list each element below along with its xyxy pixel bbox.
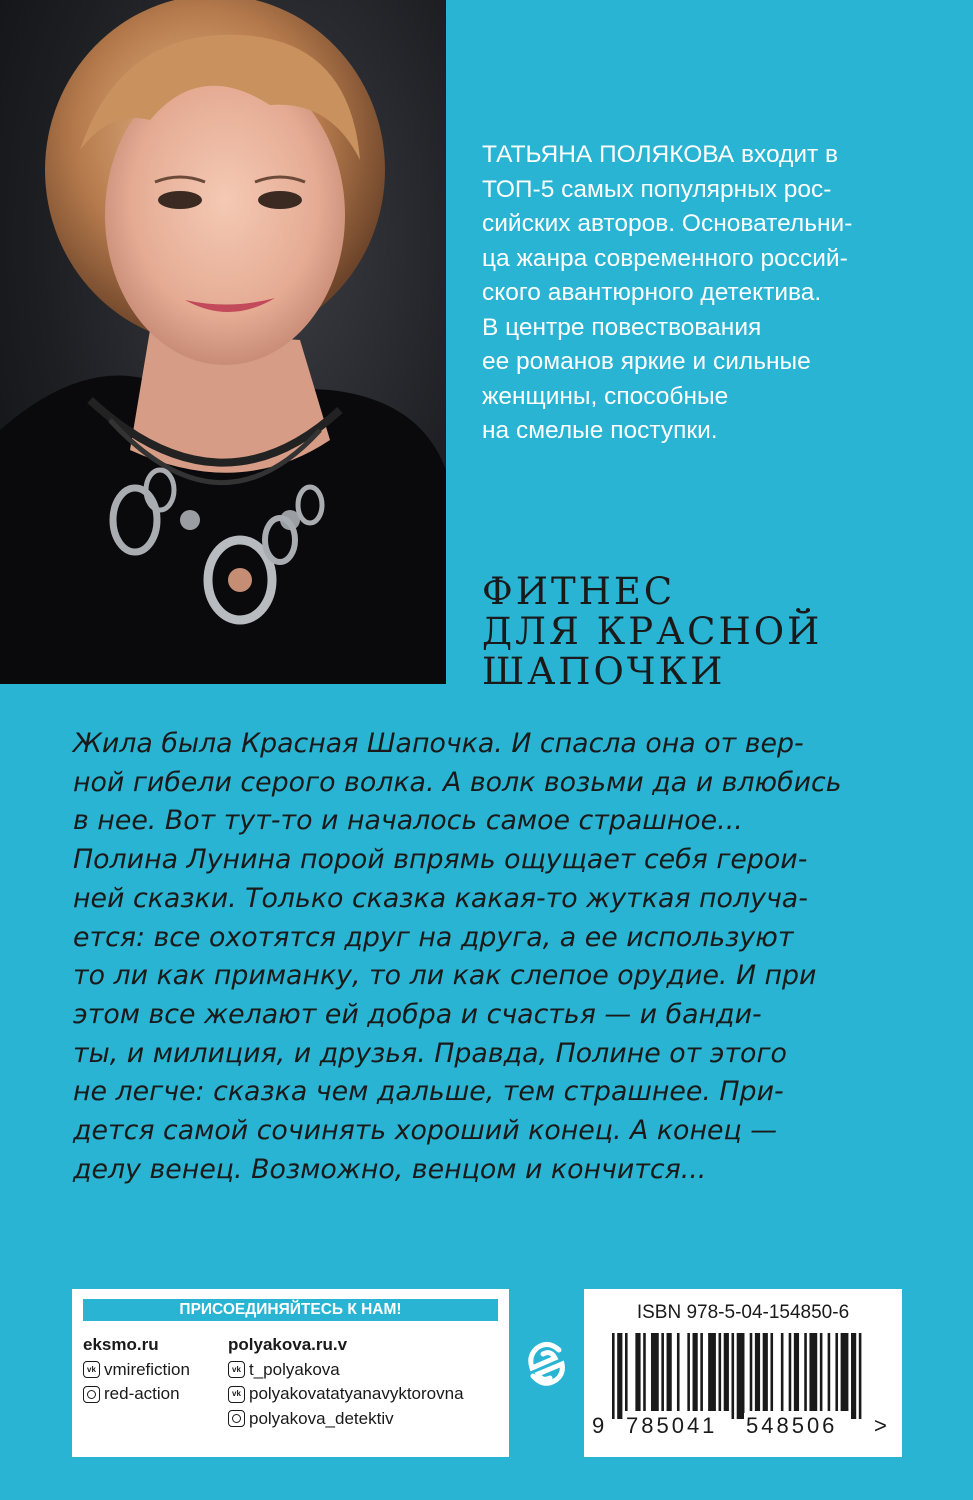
social-links-box	[72, 1289, 509, 1457]
author-description-line: ца жанра современного россий-	[482, 244, 848, 272]
publisher-instagram-link[interactable]	[83, 1382, 190, 1407]
author-description	[482, 138, 942, 449]
annotation-line: Жила была Красная Шапочка. И спасла она от вер-	[73, 728, 804, 759]
barcode-bar	[719, 1333, 722, 1411]
book-title-line: ДЛЯ КРАСНОЙ	[482, 610, 823, 653]
author-description-line: ского авантюрного детектива.	[482, 279, 822, 306]
barcode-bar	[828, 1333, 831, 1411]
barcode-bar	[851, 1333, 856, 1419]
author-vk-link-2[interactable]	[228, 1382, 464, 1407]
annotation-line: дется самой сочинять хороший конец. А конец —	[73, 1115, 778, 1147]
annotation-line: Полина Лунина порой впрямь ощущает себя герои-	[73, 844, 808, 876]
barcode-bar	[661, 1333, 664, 1411]
vk-icon: vk	[83, 1361, 100, 1378]
barcode-bar	[687, 1333, 690, 1411]
book-title-line: ФИТНЕС	[482, 570, 676, 613]
barcode-bar	[635, 1333, 640, 1411]
barcode-bar	[755, 1333, 760, 1411]
book-annotation	[73, 725, 953, 1189]
author-description-line: ТАТЬЯНА ПОЛЯКОВА входит в	[482, 141, 839, 168]
publisher-vk-link[interactable]	[83, 1358, 190, 1383]
author-description-line: ТОП-5 самых популярных рос-	[482, 175, 832, 203]
barcode-bar	[617, 1333, 622, 1419]
publisher-instagram-label: red-action	[104, 1384, 180, 1403]
annotation-line: то ли как приманку, то ли как слепое орудие. И при	[73, 960, 817, 992]
barcode-bar	[820, 1333, 823, 1411]
barcode-bar	[693, 1333, 698, 1411]
annotation-line: ней сказки. Только сказка какая-то жуткая получа-	[73, 882, 808, 914]
author-description-line: на смелые поступки.	[482, 417, 718, 444]
barcode-bar	[643, 1333, 646, 1411]
publisher-links	[83, 1333, 190, 1407]
author-links	[228, 1333, 464, 1431]
publisher-site-link[interactable]: eksmo.ru	[83, 1335, 159, 1354]
barcode-bar	[750, 1333, 753, 1411]
barcode-bar	[724, 1333, 729, 1411]
ean-left-group: 785041	[626, 1413, 718, 1438]
author-vk-link-1[interactable]	[228, 1358, 464, 1383]
barcode-bar	[794, 1333, 799, 1411]
annotation-line: не легче: сказка чем дальше, тем страшнее. При-	[73, 1076, 784, 1108]
author-description-line: ее романов яркие и сильные	[482, 348, 811, 375]
barcode-bar	[781, 1333, 784, 1411]
join-us-banner: ПРИСОЕДИНЯЙТЕСЬ К НАМ!	[83, 1299, 498, 1321]
publisher-logo-icon	[526, 1336, 566, 1392]
instagram-icon	[83, 1386, 100, 1403]
barcode-bars	[612, 1333, 864, 1419]
barcode-bar	[700, 1333, 703, 1411]
annotation-line: этом все желают ей добра и счастья — и банди-	[73, 998, 762, 1030]
ean-first-digit: 9	[592, 1413, 605, 1438]
annotation-line: ты, и милиция, и друзья. Правда, Полине от этого	[73, 1037, 787, 1069]
barcode-bar	[625, 1333, 628, 1411]
barcode-bar	[651, 1333, 659, 1411]
isbn-number: ISBN 978-5-04-154850-6	[636, 1302, 850, 1323]
author-description-line: сийских авторов. Основательни-	[482, 210, 853, 237]
author-site-link[interactable]: polyakova.ru.v	[228, 1335, 348, 1354]
annotation-line: ется: все охотятся друг на друга, а ее используют	[73, 921, 794, 953]
instagram-icon	[228, 1410, 245, 1427]
author-instagram-link[interactable]	[228, 1407, 464, 1432]
book-title	[482, 572, 822, 692]
vk-icon: vk	[228, 1386, 245, 1403]
vk-icon: vk	[228, 1361, 245, 1378]
barcode-bar	[667, 1333, 672, 1411]
barcode-bar	[804, 1333, 807, 1411]
ean-arrow: >	[874, 1413, 887, 1438]
annotation-line: в нее. Вот тут-то и началось самое страшное...	[73, 805, 743, 837]
barcode-bar	[732, 1333, 735, 1419]
annotation-line: делу венец. Возможно, венцом и кончится...	[73, 1153, 707, 1185]
barcode-bar	[612, 1333, 615, 1419]
author-description-line: женщины, способные	[482, 382, 729, 410]
book-title-line: ШАПОЧКИ	[482, 650, 726, 693]
author-description-line: В центре повествования	[482, 313, 762, 341]
barcode-bar	[841, 1333, 849, 1411]
barcode-bar	[770, 1333, 773, 1411]
author-photo-illustration	[0, 0, 446, 684]
author-vk-label-2: polyakovatatyanavyktorovna	[249, 1384, 464, 1403]
ean-right-group: 548506	[746, 1413, 838, 1438]
barcode-bar	[789, 1333, 792, 1411]
barcode-bar	[708, 1333, 716, 1411]
barcode-bar	[859, 1333, 862, 1419]
barcode-bar	[737, 1333, 745, 1419]
annotation-line: ной гибели серого волка. А волк возьми да и влюбись	[73, 766, 842, 798]
barcode-bar	[809, 1333, 817, 1411]
author-vk-label-1: t_polyakova	[249, 1359, 340, 1379]
author-photo	[0, 0, 446, 684]
publisher-vk-label: vmirefiction	[104, 1359, 190, 1379]
barcode-bar	[763, 1333, 768, 1411]
barcode-box	[584, 1289, 902, 1457]
barcode-bar	[835, 1333, 838, 1411]
author-instagram-label: polyakova_detektiv	[249, 1408, 394, 1428]
barcode-bar	[677, 1333, 680, 1411]
